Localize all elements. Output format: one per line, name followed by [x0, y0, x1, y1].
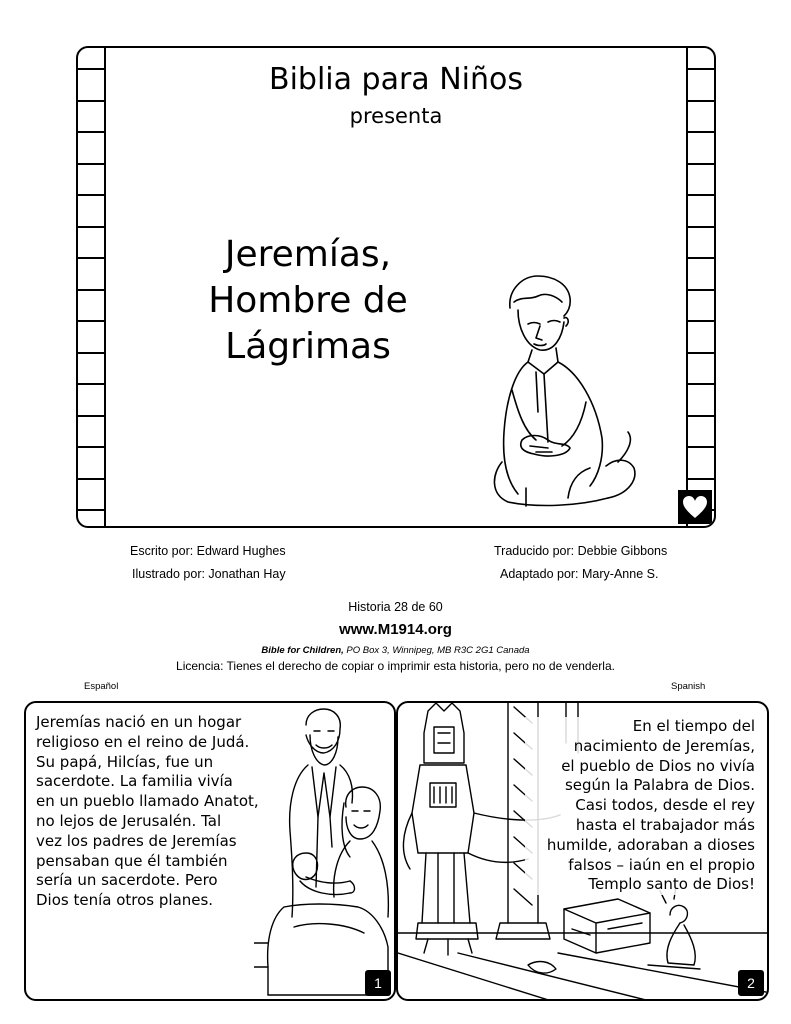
presents-label: presenta [349, 104, 443, 128]
film-hole [688, 257, 714, 259]
panel-2-line: nacimiento de Jeremías, [573, 736, 755, 755]
film-hole [688, 352, 714, 354]
series-title: Biblia para Niños [268, 62, 523, 97]
panel-2-line: Templo santo de Dios! [588, 875, 755, 894]
panel-1-line: Dios tenía otros planes. [36, 891, 214, 910]
kneeling-prophet-illustration [478, 262, 648, 512]
film-hole [78, 131, 104, 133]
panel-1-line: sería un sacerdote. Pero [36, 871, 218, 890]
film-hole [78, 478, 104, 480]
film-hole [688, 163, 714, 165]
film-hole [688, 446, 714, 448]
panel-1-line: Jeremías nació en un hogar [36, 713, 242, 731]
license-notice: Licencia: Tienes el derecho de copiar o imprimir esta historia, pero no de venderla. [176, 659, 615, 673]
credit-adapter: Adaptado por: Mary-Anne S. [500, 567, 659, 581]
panel-2-line: En el tiempo del [632, 717, 755, 735]
film-hole [688, 320, 714, 322]
panel-1-number: 1 [365, 970, 391, 996]
film-hole [78, 320, 104, 322]
film-hole [78, 415, 104, 417]
film-hole [78, 257, 104, 259]
film-strip-right [686, 48, 714, 526]
panel-1-line: vez los padres de Jeremías [36, 831, 237, 850]
film-hole [78, 352, 104, 354]
panel-1-line: religioso en el reino de Judá. [36, 732, 250, 751]
film-strip-left [78, 48, 106, 526]
panel-1-line: en un pueblo llamado Anatot, [36, 792, 259, 811]
credit-writer: Escrito por: Edward Hughes [130, 544, 286, 558]
film-hole [688, 289, 714, 291]
panel-1-line: no lejos de Jerusalén. Tal [36, 811, 222, 830]
film-hole [688, 415, 714, 417]
story-panel-1 [24, 701, 396, 1001]
film-hole [78, 226, 104, 228]
film-hole [78, 163, 104, 165]
postal-address [0, 645, 791, 656]
cover-frame [76, 46, 716, 528]
website-link[interactable]: www.M1914.org [339, 621, 452, 638]
panel-2-text [525, 717, 755, 895]
panel-1-line: Su papá, Hilcías, fue un [36, 752, 214, 771]
story-title-line2: Hombre de [208, 280, 408, 321]
story-title-line3: Lágrimas [225, 326, 391, 367]
film-hole [78, 100, 104, 102]
film-hole [688, 383, 714, 385]
credit-illustrator: Ilustrado por: Jonathan Hay [132, 567, 286, 581]
story-number: Historia 28 de 60 [348, 600, 443, 614]
film-hole [78, 68, 104, 70]
panel-1-text [36, 713, 276, 911]
story-title-line1: Jeremías, [224, 234, 392, 275]
credit-translator: Traducido por: Debbie Gibbons [494, 544, 668, 558]
panel-1-line: sacerdote. La familia vivía [36, 772, 233, 791]
panel-2-line: el pueblo de Dios no vivía [561, 756, 755, 775]
panel-2-line: humilde, adoraban a dioses [546, 835, 755, 854]
address-organization: Bible for Children, [261, 645, 344, 656]
panel-2-number: 2 [738, 970, 764, 996]
address-details: PO Box 3, Winnipeg, MB R3C 2G1 Canada [343, 645, 530, 656]
film-hole [78, 383, 104, 385]
panel-1-line: pensaban que él también [36, 851, 228, 870]
film-hole [78, 509, 104, 511]
film-hole [688, 478, 714, 480]
language-english-label: Spanish [671, 681, 706, 692]
film-hole [78, 446, 104, 448]
panel-2-line: falsos – iaún en el propio [568, 855, 755, 874]
panel-2-line: Casi todos, desde el rey [575, 796, 755, 815]
film-hole [688, 226, 714, 228]
film-hole [78, 289, 104, 291]
film-hole [688, 131, 714, 133]
film-hole [688, 68, 714, 70]
film-hole [78, 194, 104, 196]
film-hole [688, 100, 714, 102]
language-native-label: Español [84, 681, 119, 692]
panel-2-line: hasta el trabajador más [575, 815, 755, 834]
panel-2-line: según la Palabra de Dios. [564, 776, 755, 795]
film-hole [688, 194, 714, 196]
story-panel-2 [396, 701, 769, 1001]
heart-logo-icon [678, 490, 712, 524]
